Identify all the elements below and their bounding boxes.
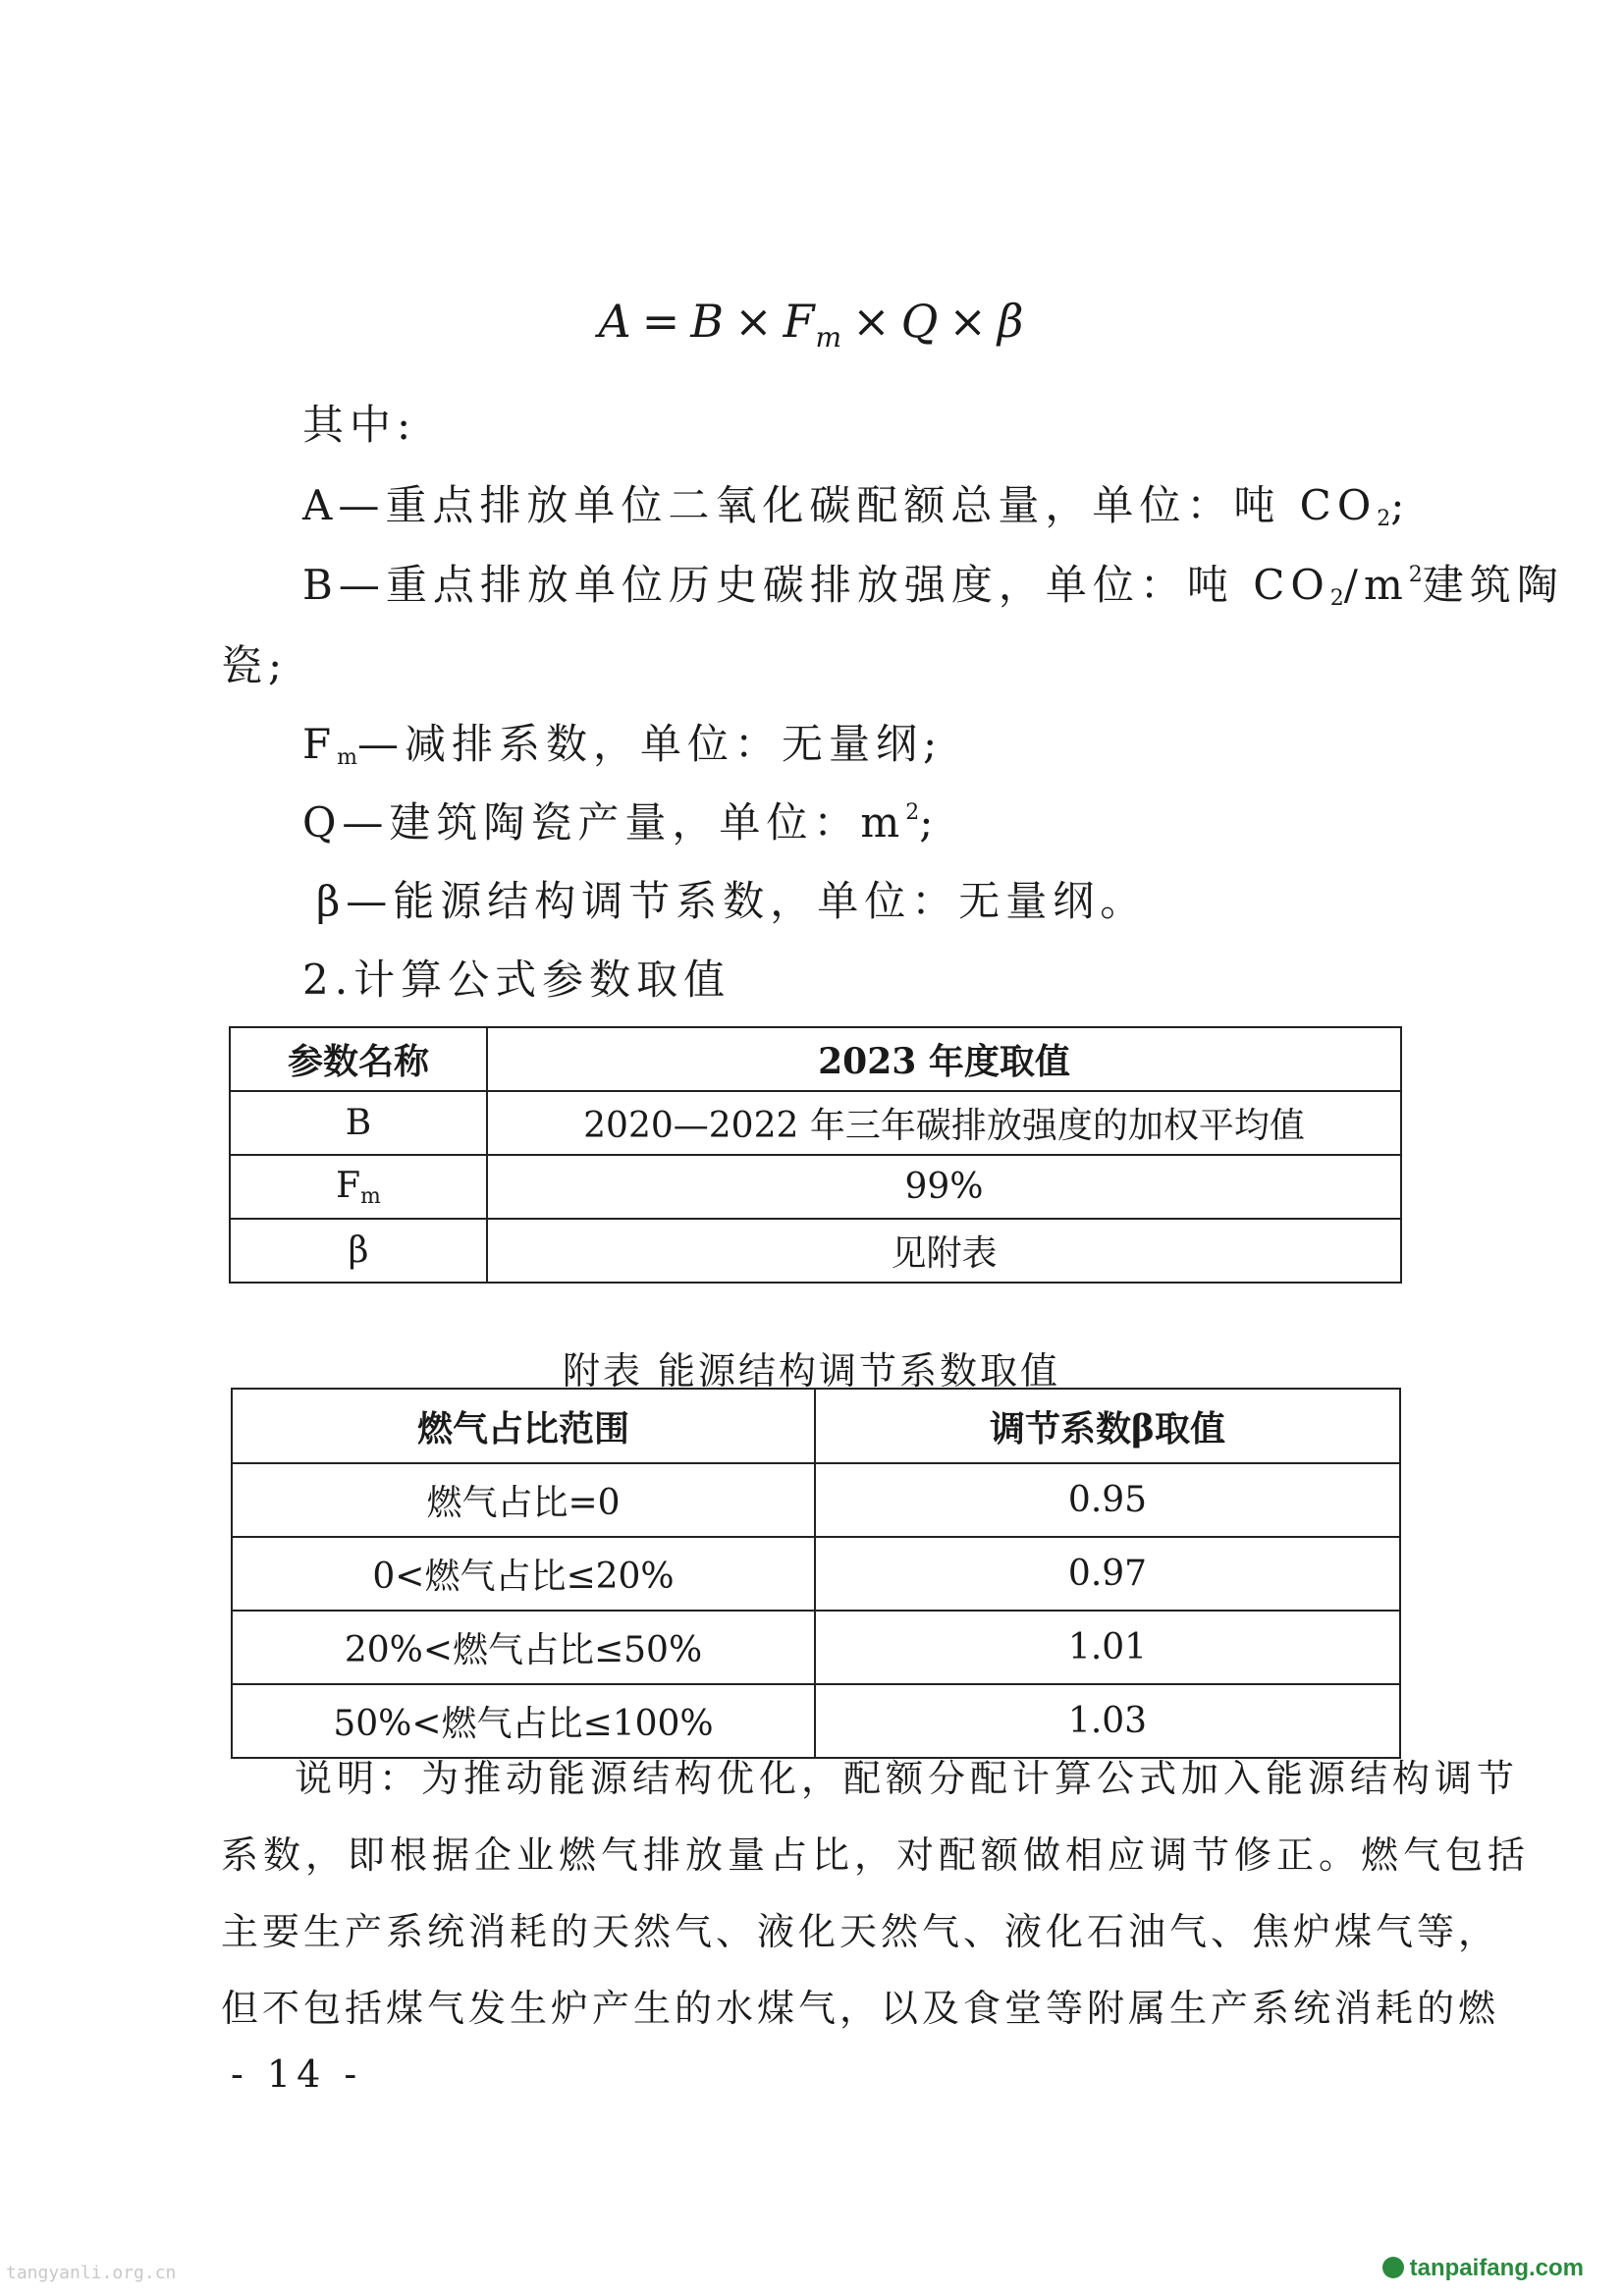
definition-fm-text: —减排系数，单位：无量纲;	[357, 720, 944, 768]
table-row	[230, 1219, 1401, 1283]
explanation-line-3: 主要生产系统消耗的天然气、液化天然气、液化石油气、焦炉煤气等，	[221, 1910, 1500, 1953]
table-caption: 附表 能源结构调节系数取值	[562, 1349, 1061, 1393]
leaf-logo-icon	[1382, 2257, 1404, 2278]
formula-times-2: ×	[852, 295, 892, 348]
formula-beta: β	[997, 295, 1025, 348]
table-cell: B	[230, 1091, 487, 1155]
adjustment-table	[231, 1388, 1401, 1759]
formula-b: B	[690, 295, 726, 348]
definition-a	[302, 473, 1410, 532]
table-cell	[230, 1155, 487, 1219]
definition-b-end: 建筑陶	[1422, 561, 1564, 609]
definition-b-text: B—重点排放单位历史碳排放强度，单位：吨 CO	[302, 561, 1330, 609]
table-header-row	[232, 1389, 1400, 1463]
table-row	[230, 1155, 1401, 1219]
formula-equals: =	[641, 295, 681, 348]
table-cell: 见附表	[487, 1219, 1401, 1283]
table-row	[232, 1684, 1400, 1758]
formula-a: A	[598, 295, 632, 348]
table-cell: 0.95	[815, 1463, 1400, 1537]
definition-b	[302, 553, 1564, 612]
definition-a-end: ;	[1390, 481, 1411, 529]
definition-beta: β—能源结构调节系数，单位：无量纲。	[316, 877, 1148, 925]
definition-q-text: Q—建筑陶瓷产量，单位：m	[302, 798, 906, 847]
page-number: - 14 -	[231, 2052, 363, 2096]
table-cell: 燃气占比=0	[232, 1463, 815, 1537]
watermark-right-text: tanpaifang.com	[1409, 2255, 1584, 2281]
definition-a-text: A—重点排放单位二氧化碳配额总量，单位：吨 CO	[302, 481, 1378, 529]
definition-b-wrap: 瓷;	[221, 641, 289, 689]
definition-fm	[302, 712, 943, 771]
explanation-line-1: 说明：为推动能源结构优化，配额分配计算公式加入能源结构调节	[295, 1757, 1520, 1800]
definition-b-sub: 2	[1329, 586, 1344, 611]
table-cell-f-sub: m	[360, 1183, 381, 1209]
explanation-line-2: 系数，即根据企业燃气排放量占比，对配额做相应调节修正。燃气包括	[221, 1833, 1531, 1877]
table-cell: 0<燃气占比≤20%	[232, 1537, 815, 1611]
table-cell-f: F	[336, 1165, 361, 1206]
table-cell: 99%	[487, 1155, 1401, 1219]
formula	[0, 295, 1623, 354]
formula-f-sub: m	[815, 321, 843, 355]
where-label: 其中:	[302, 401, 417, 449]
definition-q-sup: 2	[905, 800, 920, 825]
formula-times-1: ×	[734, 295, 774, 348]
section-heading: 2.计算公式参数取值	[302, 956, 731, 1004]
definition-b-mid: /m	[1343, 561, 1409, 609]
table-header: 调节系数β取值	[815, 1389, 1400, 1463]
definition-fm-sub: m	[337, 745, 358, 770]
formula-times-3: ×	[948, 295, 988, 348]
table-cell: 2020—2022 年三年碳排放强度的加权平均值	[487, 1091, 1401, 1155]
definition-q-end: ;	[919, 798, 940, 847]
table-cell: β	[230, 1219, 487, 1283]
watermark-left: tangyanli.org.cn	[6, 2263, 177, 2283]
watermark-right	[1382, 2255, 1584, 2282]
table-cell: 0.97	[815, 1537, 1400, 1611]
table-header-row	[230, 1027, 1401, 1091]
parameter-table	[229, 1026, 1402, 1284]
table-row	[232, 1611, 1400, 1684]
formula-q: Q	[900, 295, 940, 348]
table-row	[230, 1091, 1401, 1155]
definition-fm-f: F	[302, 720, 338, 768]
table-header: 参数名称	[230, 1027, 487, 1091]
formula-f: F	[783, 295, 816, 348]
table-cell: 1.01	[815, 1611, 1400, 1684]
definition-q	[302, 791, 939, 849]
definition-a-sub: 2	[1377, 507, 1391, 531]
table-cell: 1.03	[815, 1684, 1400, 1758]
explanation-line-4: 但不包括煤气发生炉产生的水煤气，以及食堂等附属生产系统消耗的燃	[221, 1987, 1500, 2030]
definition-b-sup: 2	[1408, 563, 1423, 587]
table-cell: 20%<燃气占比≤50%	[232, 1611, 815, 1684]
table-row	[232, 1537, 1400, 1611]
table-header: 燃气占比范围	[232, 1389, 815, 1463]
table-cell: 50%<燃气占比≤100%	[232, 1684, 815, 1758]
table-row	[232, 1463, 1400, 1537]
table-header: 2023 年度取值	[487, 1027, 1401, 1091]
